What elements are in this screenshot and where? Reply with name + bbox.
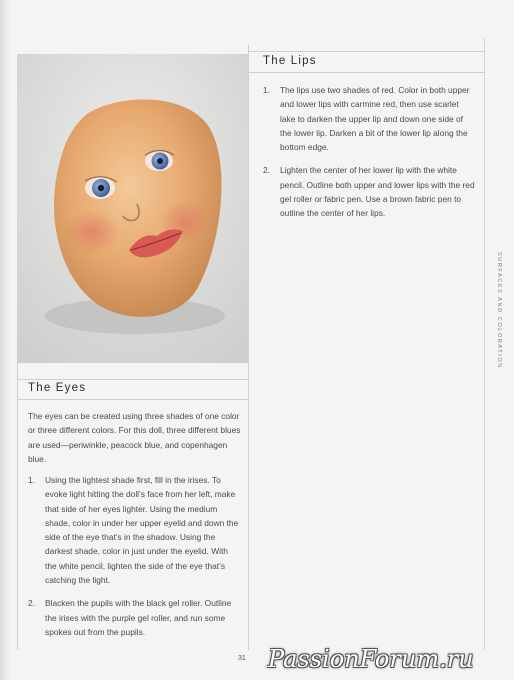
eyes-step-1-text: Using the lightest shade first, fill in the irises. To evoke light hitting the doll’s face from her left, make that side of her eyes lighter. Using the medium shade, color in under her upper eyelid and down the side of the eye that’s in the shadow. Using the darkest shade, color in just under the eyelid. With the white pencil, lighten the side of the eye that’s catching the light. (45, 475, 239, 586)
eyes-step-2-text: Blacken the pupils with the black gel roller. Outline the irises with the purple gel roller, and run some spokes out from the pupils. (45, 598, 232, 637)
lips-step-1-text: The lips use two shades of red. Color in both upper and lower lips with carmine red, then use scarlet lake to darken the upper lip and down one side of the lower lip. Darken a bit of the lower lip along the bottom edge. (280, 85, 470, 153)
eyes-step-1-number: 1. (28, 475, 35, 485)
page-number: 31 (238, 655, 246, 662)
doll-face-illustration (17, 54, 248, 363)
eyes-step-2 (28, 596, 240, 639)
lips-step-2-text: Lighten the center of her lower lip with the white pencil. Outline both upper and lower lips with the red gel roller or fabric pen. Use a brown fabric pen to outline the center of her lips. (280, 165, 475, 219)
running-section-title: SURFACES AND COLORATION (496, 252, 502, 369)
eyes-heading-rule-top (17, 379, 248, 380)
lips-step-1-number: 1. (263, 85, 270, 95)
doll-face-photo (17, 54, 248, 363)
eyes-heading: The Eyes (28, 382, 87, 394)
lips-heading-rule-top (249, 51, 485, 52)
lips-heading-rule-bottom (249, 72, 485, 73)
eyes-step-2-number: 2. (28, 598, 35, 609)
watermark: PassionForum.ru (268, 645, 474, 673)
column-rule-left (17, 363, 18, 650)
eyes-heading-rule-bottom (17, 399, 248, 400)
eyes-intro: The eyes can be created using three shades of one color or three different colors. For this doll, three different blues are used—periwinkle, peacock blue, and copenhagen blue. (28, 411, 241, 464)
lips-heading: The Lips (263, 55, 317, 67)
eyes-step-1 (28, 473, 240, 587)
lips-steps (263, 83, 475, 230)
lips-step-2-number: 2. (263, 165, 270, 176)
lips-step-1 (263, 83, 475, 154)
column-rule-middle (248, 45, 249, 650)
column-rule-right (484, 38, 485, 650)
lips-step-2 (263, 163, 475, 220)
eyes-steps (28, 473, 240, 648)
gutter-shadow (0, 0, 10, 680)
